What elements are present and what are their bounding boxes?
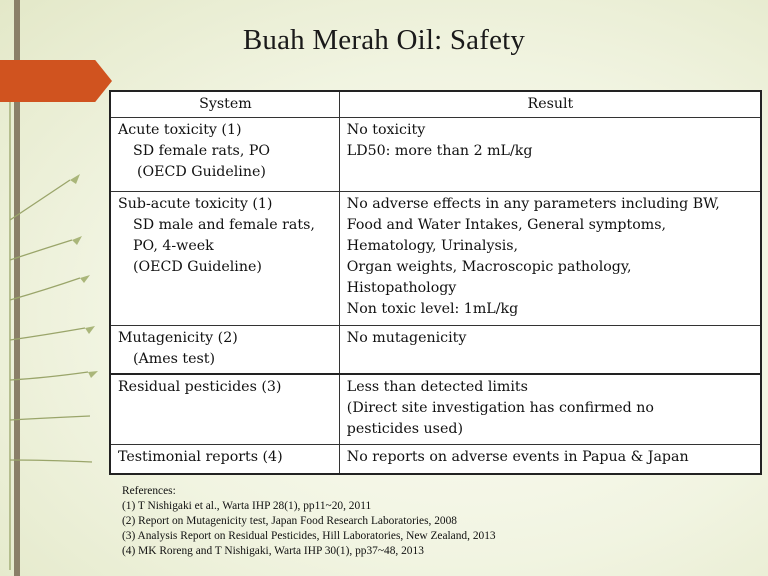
system-line: Testimonial reports (4) — [118, 449, 283, 465]
header-result: Result — [339, 91, 761, 118]
references — [122, 484, 496, 559]
reference-item: (2) Report on Mutagenicity test, Japan Food Research Laboratories, 2008 — [122, 515, 457, 527]
system-line: SD female rats, PO — [133, 143, 271, 159]
sprig-decoration-icon — [0, 100, 110, 576]
result-line: Food and Water Intakes, General symptoms, — [346, 217, 666, 233]
system-cell — [110, 374, 339, 445]
result-cell — [339, 192, 761, 326]
system-line: PO, 4-week — [133, 238, 214, 254]
result-line: Hematology, Urinalysis, — [346, 238, 519, 254]
title-arrow-decoration — [0, 60, 112, 102]
result-line: Organ weights, Macroscopic pathology, — [346, 259, 632, 275]
table-row — [110, 326, 761, 375]
system-line: (OECD Guideline) — [133, 259, 262, 275]
reference-item: (4) MK Roreng and T Nishigaki, Warta IHP 30(1), pp37~48, 2013 — [122, 545, 424, 557]
result-line: Non toxic level: 1mL/kg — [346, 301, 519, 317]
system-line: Sub-acute toxicity (1) — [118, 196, 273, 212]
system-cell — [110, 118, 339, 192]
result-line: (Direct site investigation has confirmed no — [346, 400, 654, 416]
references-heading: References: — [122, 485, 176, 497]
system-cell — [110, 445, 339, 475]
system-line: (OECD Guideline) — [137, 164, 266, 180]
result-line: No toxicity — [346, 122, 426, 138]
page-title: Buah Merah Oil: Safety — [242, 24, 526, 56]
system-line: Acute toxicity (1) — [118, 122, 242, 138]
result-line: Less than detected limits — [346, 379, 528, 395]
result-line: pesticides used) — [346, 421, 463, 437]
result-cell — [339, 374, 761, 445]
result-line: LD50: more than 2 mL/kg — [346, 143, 533, 159]
reference-item: (3) Analysis Report on Residual Pesticides, Hill Laboratories, New Zealand, 2013 — [122, 530, 496, 542]
table-row — [110, 374, 761, 445]
result-line: No adverse effects in any parameters including BW, — [346, 196, 720, 212]
result-line: No reports on adverse events in Papua & Japan — [346, 449, 689, 465]
system-line: (Ames test) — [133, 351, 216, 367]
reference-item: (1) T Nishigaki et al., Warta IHP 28(1), pp11~20, 2011 — [122, 500, 372, 512]
table-row — [110, 192, 761, 326]
result-line: No mutagenicity — [346, 330, 467, 346]
table-row — [110, 118, 761, 192]
system-cell — [110, 192, 339, 326]
system-line: Mutagenicity (2) — [118, 330, 238, 346]
result-cell — [339, 326, 761, 375]
result-cell — [339, 118, 761, 192]
header-system: System — [110, 91, 339, 118]
system-cell — [110, 326, 339, 375]
result-cell — [339, 445, 761, 475]
system-line: Residual pesticides (3) — [118, 379, 282, 395]
result-line: Histopathology — [346, 280, 457, 296]
system-line: SD male and female rats, — [133, 217, 315, 233]
table-row — [110, 445, 761, 475]
safety-table — [109, 90, 762, 475]
table-header-row — [110, 91, 761, 118]
